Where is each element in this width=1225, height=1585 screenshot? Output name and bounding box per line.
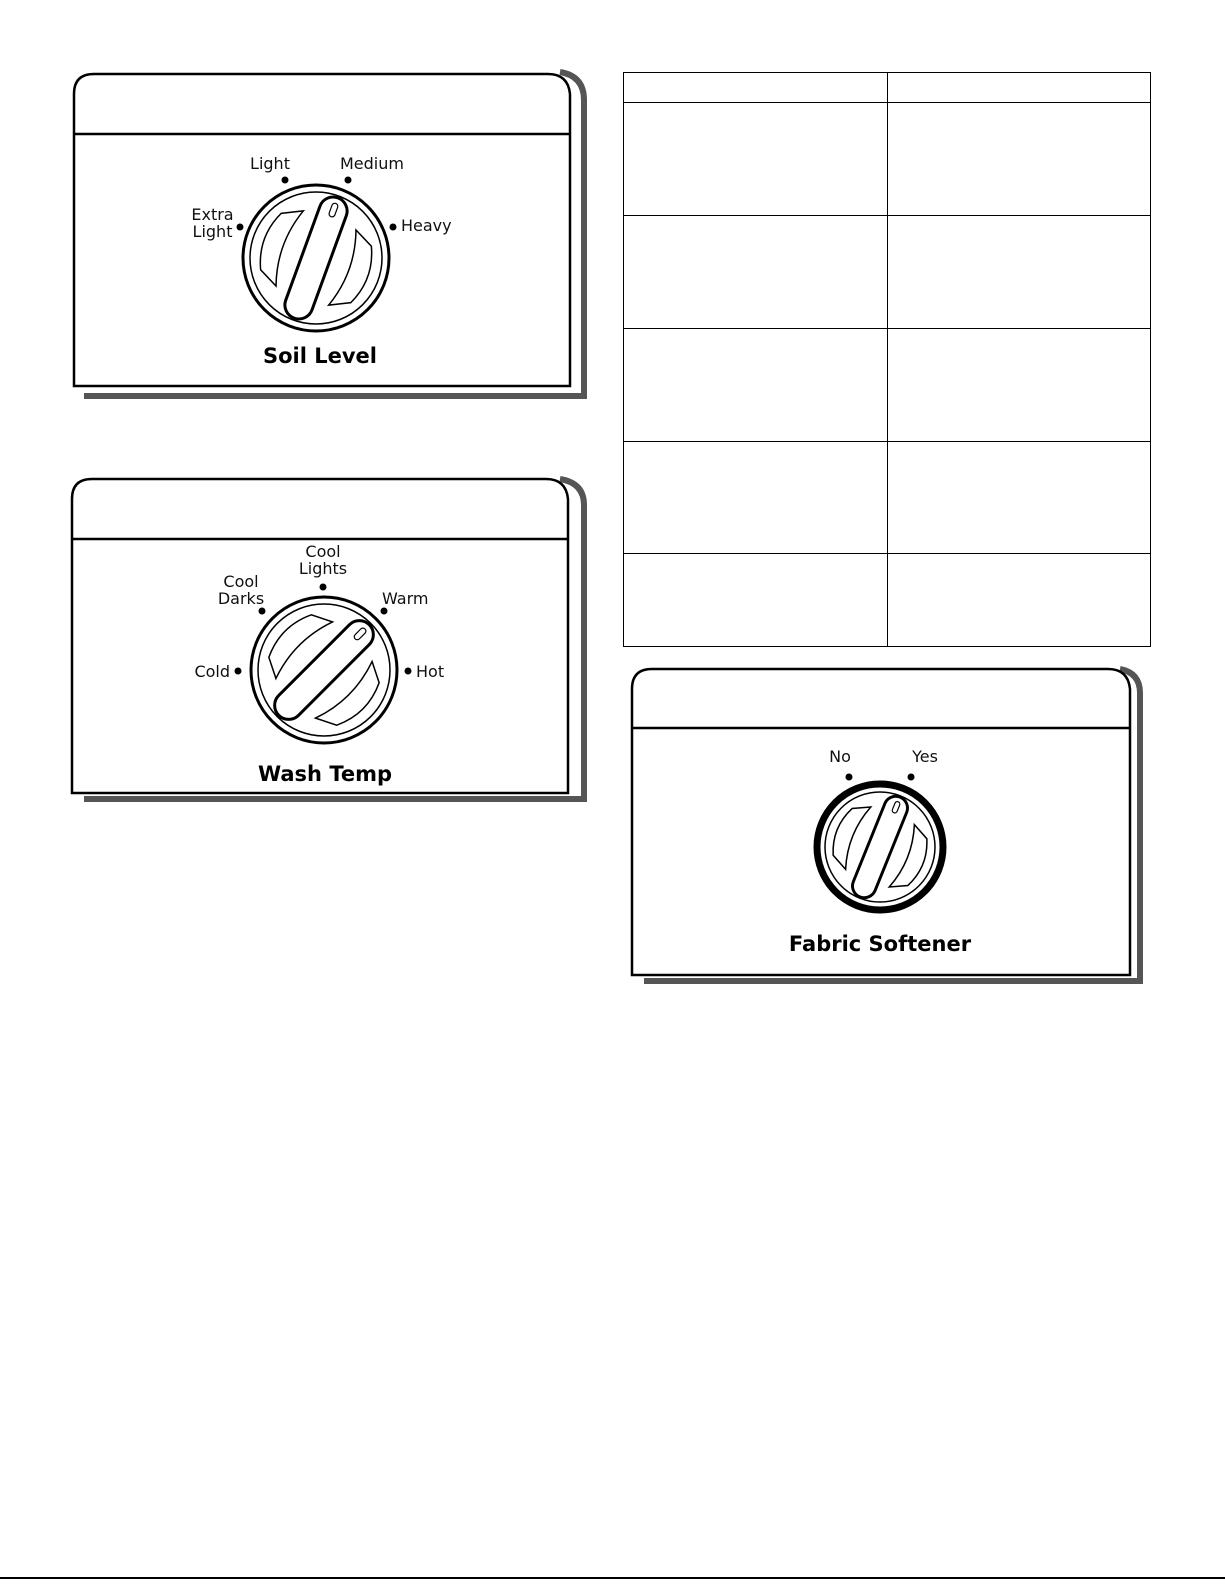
table-cell: [887, 215, 1151, 328]
temp-label-cold: Cold: [194, 662, 230, 681]
soil-label-medium: Medium: [340, 154, 404, 173]
table-cell: [624, 215, 888, 328]
table-row: [624, 328, 1151, 441]
fabric-softener-title: Fabric Softener: [788, 932, 972, 956]
softener-dot-yes: [908, 774, 915, 781]
temp-label-cool-darks-2: Darks: [217, 589, 265, 608]
table-cell: [624, 441, 888, 554]
temp-dot-hot: [405, 668, 412, 675]
temp-label-hot: Hot: [416, 662, 445, 681]
temp-dot-warm: [381, 608, 388, 615]
temp-label-cool-darks-1: Cool: [223, 572, 259, 591]
page-bottom-rule: [0, 1577, 1225, 1579]
temp-label-warm: Warm: [382, 589, 429, 608]
temp-label-cool-lights-1: Cool: [305, 542, 341, 561]
soil-label-extra: Extra: [191, 205, 234, 224]
table-cell: [887, 554, 1151, 647]
temp-dot-cool-darks: [259, 608, 266, 615]
soil-level-panel: [70, 70, 580, 400]
soil-dot-heavy: [390, 224, 397, 231]
fabric-softener-panel: [630, 667, 1142, 987]
wash-temp-indicator-dots: [70, 477, 580, 807]
table-cell: [887, 441, 1151, 554]
temp-dot-cold: [235, 668, 242, 675]
table-cell: [887, 328, 1151, 441]
temp-label-cool-lights-2: Lights: [298, 559, 348, 578]
soil-label-light: Light: [250, 154, 290, 173]
table-row: [624, 441, 1151, 554]
temp-dot-cool-lights: [320, 584, 327, 591]
soil-dot-extra-light: [237, 224, 244, 231]
table-header-cell: [887, 73, 1151, 103]
table-cell: [624, 554, 888, 647]
table-row: [624, 103, 1151, 216]
soil-label-heavy: Heavy: [401, 216, 452, 235]
table-cell: [887, 103, 1151, 216]
settings-table: [623, 72, 1151, 647]
soil-level-title: Soil Level: [262, 344, 377, 368]
table-row: [624, 554, 1151, 647]
soil-dot-light: [282, 177, 289, 184]
table-header-row: [624, 73, 1151, 103]
wash-temp-title: Wash Temp: [257, 762, 393, 786]
table-header-cell: [624, 73, 888, 103]
softener-label-no: No: [829, 747, 851, 766]
wash-temp-panel: [70, 477, 580, 807]
table-cell: [624, 103, 888, 216]
softener-label-yes: Yes: [912, 747, 938, 766]
table-cell: [624, 328, 888, 441]
softener-dot-no: [846, 774, 853, 781]
soil-dot-medium: [345, 177, 352, 184]
table-row: [624, 215, 1151, 328]
soil-label-extra-light: Light: [192, 222, 233, 241]
